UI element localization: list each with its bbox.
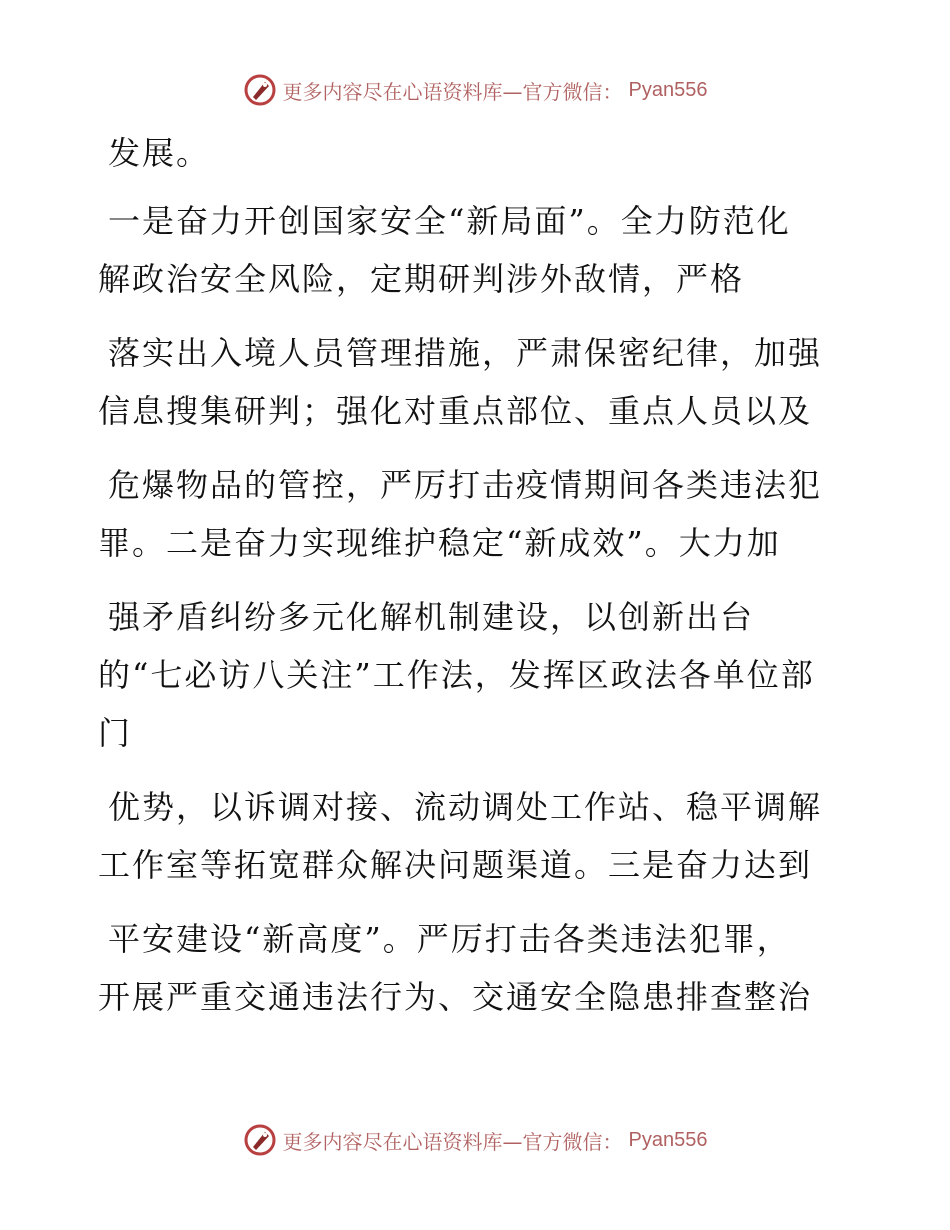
text-line: 罪。二是奋力实现维护稳定“新成效”。大力加 bbox=[98, 524, 781, 562]
text-line: 发展。 bbox=[108, 134, 211, 172]
text-line: 门 bbox=[98, 714, 133, 752]
watermark-text: 更多内容尽在心语资料库—官方微信： bbox=[282, 79, 623, 104]
text-line: 一是奋力开创国家安全“新局面”。全力防范化 bbox=[108, 202, 791, 240]
text-line: 危爆物品的管控，严厉打击疫情期间各类违法犯 bbox=[108, 466, 823, 504]
text-line: 优势，以诉调对接、流动调处工作站、稳平调解 bbox=[108, 788, 823, 826]
text-line: 平安建设“新高度”。严厉打击各类违法犯罪， bbox=[108, 920, 791, 958]
watermark-wechat-id: Pyan556 bbox=[628, 1128, 708, 1151]
text-line: 信息搜集研判；强化对重点部位、重点人员以及 bbox=[98, 392, 813, 430]
text-line: 的“七必访八关注”工作法，发挥区政法各单位部 bbox=[98, 656, 815, 694]
pen-nib-logo-icon bbox=[243, 1123, 277, 1157]
watermark-wechat-id: Pyan556 bbox=[628, 78, 708, 101]
text-line: 强矛盾纠纷多元化解机制建设，以创新出台 bbox=[108, 598, 755, 636]
text-line: 工作室等拓宽群众解决问题渠道。三是奋力达到 bbox=[98, 846, 813, 884]
watermark-text: 更多内容尽在心语资料库—官方微信： bbox=[282, 1129, 623, 1154]
footer-watermark bbox=[0, 1120, 950, 1160]
text-line: 落实出入境人员管理措施，严肃保密纪律，加强 bbox=[108, 334, 823, 372]
text-line: 解政治安全风险，定期研判涉外敌情，严格 bbox=[98, 260, 745, 298]
text-line: 开展严重交通违法行为、交通安全隐患排查整治 bbox=[98, 978, 813, 1016]
